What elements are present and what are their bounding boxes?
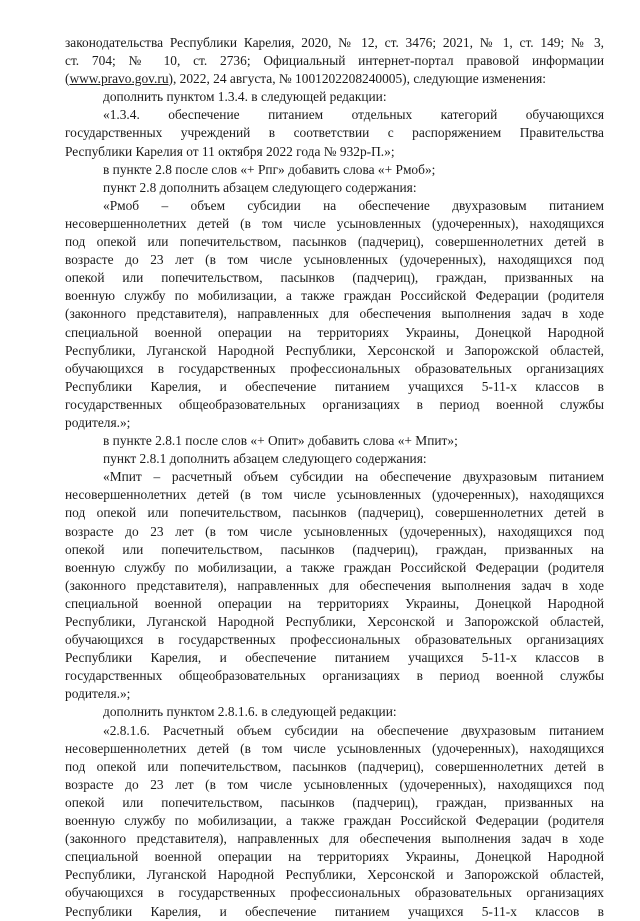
text-line: (законного представителя), направленных для обеспечения выполнения задач в ходе <box>65 306 604 322</box>
text-line: военную службу по мобилизации, а также граждан Российской Федерации (родителя <box>65 559 604 575</box>
text-line: под опекой или попечительством, пасынков (падчериц), совершеннолетних детей в <box>65 505 604 521</box>
pravo-link[interactable]: www.pravo.gov.ru <box>69 71 169 87</box>
paragraph-p4 <box>65 179 604 197</box>
text-line: родителя.»; <box>65 686 131 702</box>
text-line: Республики Карелия, и обеспечение питанием учащихся 5-11-х классов в <box>65 903 604 919</box>
text-line: в пункте 2.8 после слов «+ Рпг» добавить слова «+ Рмоб»; <box>103 161 436 177</box>
text-line: в пункте 2.8.1 после слов «+ Опит» добавить слова «+ Мпит»; <box>103 433 458 449</box>
text-line: пункт 2.8 дополнить абзацем следующего содержания: <box>103 179 417 195</box>
text-line: Республики, Луганской Народной Республики, Херсонской и Запорожской областей, <box>65 867 604 883</box>
text-line: дополнить пунктом 1.3.4. в следующей редакции: <box>103 89 387 105</box>
document-page <box>65 34 604 921</box>
paragraph-p0 <box>65 34 604 88</box>
text-line: Республики Карелия, и обеспечение питанием учащихся 5-11-х классов в <box>65 650 604 666</box>
paragraph-p2 <box>65 106 604 160</box>
text-line: «1.3.4. обеспечение питанием отдельных категорий обучающихся <box>103 107 604 123</box>
text-line: обучающихся в государственных профессиональных образовательных организациях <box>65 885 604 901</box>
text-line: несовершеннолетних детей (в том числе усыновленных (удочеренных), находящихся <box>65 487 604 503</box>
text-line: под опекой или попечительством, пасынков (падчериц), совершеннолетних детей в <box>65 758 604 774</box>
paragraph-p9 <box>65 703 604 721</box>
text-line: Республики Карелия, и обеспечение питанием учащихся 5-11-х классов в <box>65 378 604 394</box>
paragraph-p10 <box>65 722 604 921</box>
text-line: государственных учреждений в соответствии с распоряжением Правительства <box>65 125 604 141</box>
text-line: возрасте до 23 лет (в том числе усыновленных (удочеренных), находящихся под <box>65 252 604 268</box>
text-line: «Мпит – расчетный объем субсидии на обеспечение двухразовым питанием <box>103 469 604 485</box>
text-line: государственных общеобразовательных организациях в период военной службы <box>65 668 604 684</box>
text-line: Республики, Луганской Народной Республики, Херсонской и Запорожской областей, <box>65 614 604 629</box>
text-line: Республики Карелия от 11 октября 2022 года № 932р-П.»; <box>65 143 395 159</box>
text-line: Республики, Луганской Народной Республики, Херсонской и Запорожской областей, <box>65 342 604 358</box>
text-line: (законного представителя), направленных для обеспечения выполнения задач в ходе <box>65 577 604 593</box>
text-line: несовершеннолетних детей (в том числе усыновленных (удочеренных), находящихся <box>65 740 604 756</box>
text-line: военную службу по мобилизации, а также граждан Российской Федерации (родителя <box>65 288 604 304</box>
text-line: опекой или попечительством, пасынков (падчериц), граждан, призванных на <box>65 541 604 557</box>
text-line: под опекой или попечительством, пасынков (падчериц), совершеннолетних детей в <box>65 234 604 250</box>
text-line: законодательства Республики Карелия, 2020, № 12, ст. 3476; 2021, № 1, ст. 149; № 3, <box>65 35 604 50</box>
text-line: родителя.»; <box>65 414 131 430</box>
text-line: пункт 2.8.1 дополнить абзацем следующего содержания: <box>103 451 427 467</box>
text-line: государственных общеобразовательных организациях в период военной службы <box>65 396 604 412</box>
text-line: специальной военной операции на территориях Украины, Донецкой Народной <box>65 595 604 611</box>
text-line: обучающихся в государственных профессиональных образовательных организациях <box>65 632 604 648</box>
text-line: возрасте до 23 лет (в том числе усыновленных (удочеренных), находящихся под <box>65 523 604 539</box>
paragraph-p5 <box>65 197 604 432</box>
text-line: (законного представителя), направленных для обеспечения выполнения задач в ходе <box>65 831 604 847</box>
text-line: специальной военной операции на территориях Украины, Донецкой Народной <box>65 324 604 340</box>
text-line: (www.pravo.gov.ru), 2022, 24 августа, № 1001202208240005), следующие изменения: <box>65 71 547 87</box>
text-line: военную службу по мобилизации, а также граждан Российской Федерации (родителя <box>65 813 604 829</box>
paragraph-p6 <box>65 432 604 450</box>
paragraph-p1 <box>65 88 604 106</box>
text-line: обучающихся в государственных профессиональных образовательных организациях <box>65 360 604 376</box>
text-line: специальной военной операции на территориях Украины, Донецкой Народной <box>65 849 604 865</box>
text-line: ст. 704; № 10, ст. 2736; Официальный интернет-портал правовой информации <box>65 53 604 69</box>
paragraph-p7 <box>65 450 604 468</box>
text-line: «Рмоб – объем субсидии на обеспечение двухразовым питанием <box>103 197 604 213</box>
text-line: дополнить пунктом 2.8.1.6. в следующей редакции: <box>103 704 397 720</box>
paragraph-p3 <box>65 161 604 179</box>
text-line: опекой или попечительством, пасынков (падчериц), граждан, призванных на <box>65 794 604 810</box>
text-line: опекой или попечительством, пасынков (падчериц), граждан, призванных на <box>65 270 604 286</box>
text-line: «2.8.1.6. Расчетный объем субсидии на обеспечение двухразовым питанием <box>103 722 604 738</box>
text-line: несовершеннолетних детей (в том числе усыновленных (удочеренных), находящихся <box>65 215 604 231</box>
paragraph-p8 <box>65 468 604 703</box>
text-line: возрасте до 23 лет (в том числе усыновленных (удочеренных), находящихся под <box>65 776 604 792</box>
